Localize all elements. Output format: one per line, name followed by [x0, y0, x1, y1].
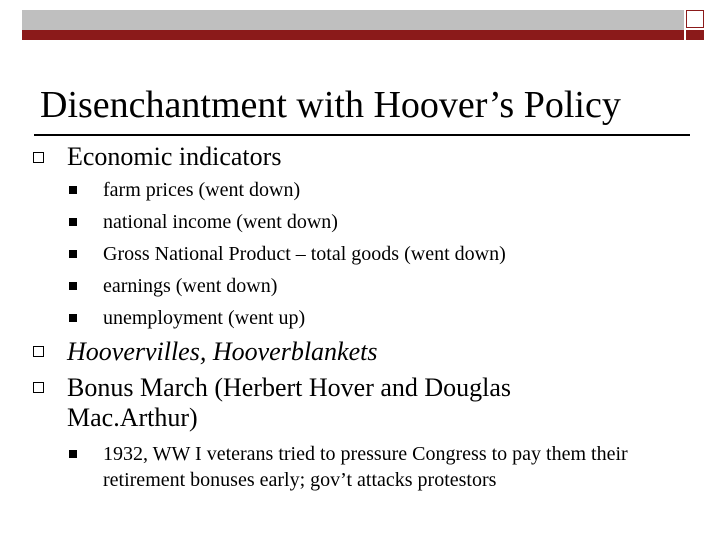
bullet-box-icon [33, 152, 44, 163]
sub-bullet-square-icon [69, 314, 77, 322]
header-gray-bar [22, 10, 684, 30]
header-filled-square [686, 30, 704, 40]
title-underline [34, 134, 690, 136]
slide-title: Disenchantment with Hoover’s Policy [40, 84, 621, 126]
sub-bullet-farm-prices: farm prices (went down) [103, 179, 301, 201]
sub-bullet-earnings: earnings (went down) [103, 275, 278, 297]
sub-bullet-square-icon [69, 250, 77, 258]
sub-bullet-1932-veterans: 1932, WW I veterans tried to pressure Congress to pay them their retirement bonuses early; gov’t attacks protestors [103, 443, 628, 491]
bullet-box-icon [33, 346, 44, 357]
sub-bullet-unemployment: unemployment (went up) [103, 307, 306, 329]
sub-bullet-square-icon [69, 218, 77, 226]
sub-bullet-square-icon [69, 186, 77, 194]
bullet-box-icon [33, 382, 44, 393]
sub-bullet-square-icon [69, 282, 77, 290]
sub-bullet-gnp: Gross National Product – total goods (went down) [103, 243, 506, 265]
bullet-bonus-march: Bonus March (Herbert Hover and Douglas Mac.Arthur) [67, 373, 512, 432]
sub-bullet-national-income: national income (went down) [103, 211, 338, 233]
bullet-economic-indicators: Economic indicators [67, 142, 282, 171]
sub-bullet-square-icon [69, 450, 77, 458]
bullet-hoovervilles: Hoovervilles, Hooverblankets [67, 337, 378, 366]
header-red-bar [22, 30, 684, 40]
header-outline-square [686, 10, 704, 28]
